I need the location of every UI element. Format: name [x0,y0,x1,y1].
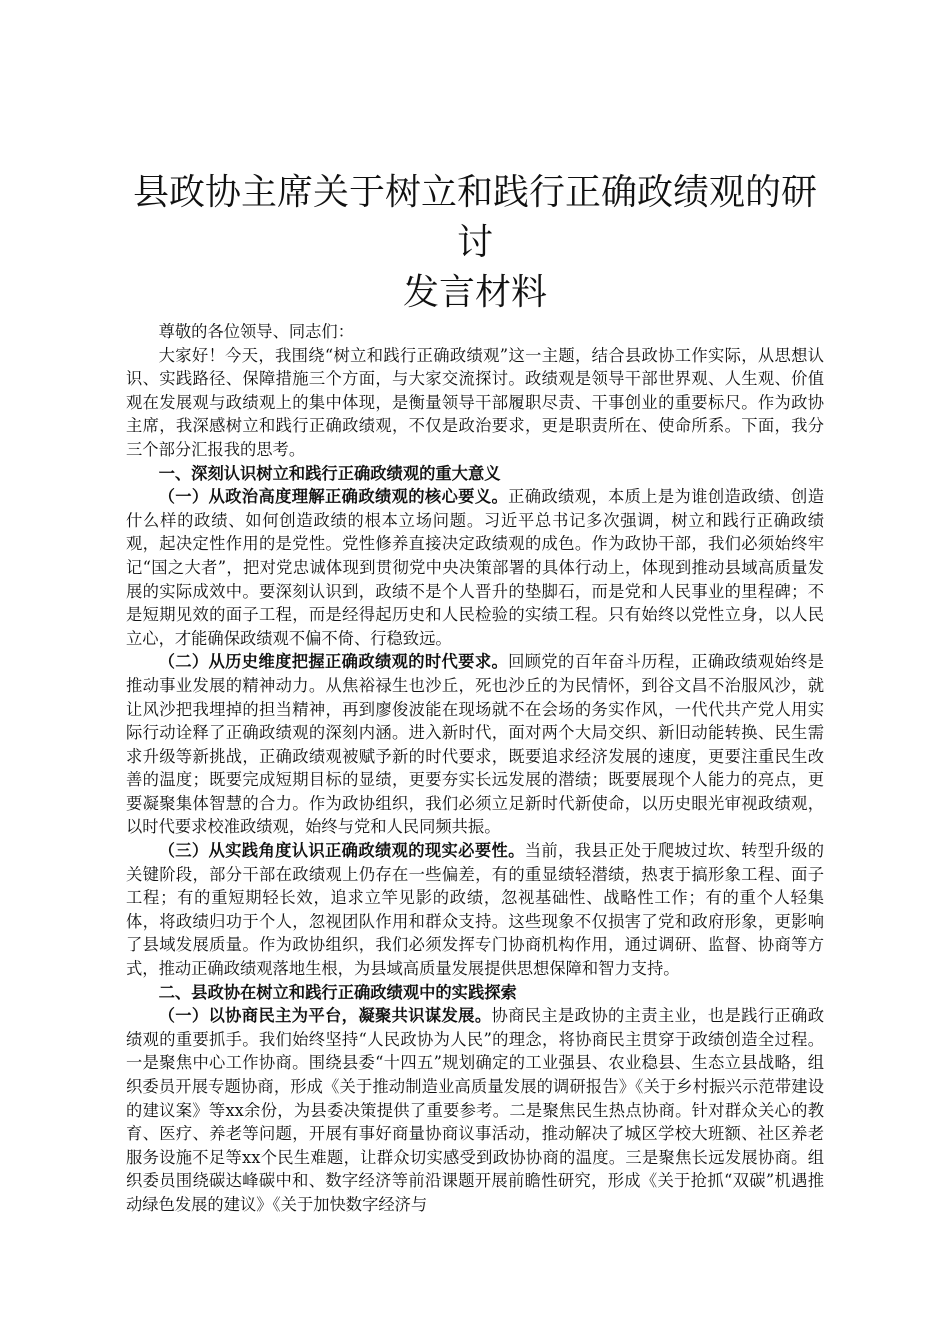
paragraph-lead: （三）从实践角度认识正确政绩观的现实必要性。 [158,841,525,861]
section-1-paragraph-3 [126,839,824,981]
section-1-paragraph-2 [126,650,824,839]
paragraph-text: 当前，我县正处于爬坡过坎、转型升级的关键阶段，部分干部在政绩观上仍存在一些偏差，有的重显绩轻潜绩，热衷于搞形象工程、面子工程；有的重短期轻长效，追求立竿见影的政绩，忽视基础性、战略性工作；有的重个人轻集体，将政绩归功于个人，忽视团队作用和群众支持。这些现象不仅损害了党和政府形象，更影响了县域发展质量。作为政协组织，我们必须发挥专门协商机构作用，通过调研、监督、协商等方式，推动正确政绩观落地生根，为县域高质量发展提供思想保障和智力支持。 [126,841,824,979]
document-page [126,168,824,1217]
paragraph-lead: （一）从政治高度理解正确政绩观的核心要义。 [158,487,509,507]
paragraph-text: 正确政绩观，本质上是为谁创造政绩、创造什么样的政绩、如何创造政绩的根本立场问题。习近平总书记多次强调，树立和践行正确政绩观，起决定性作用的是党性。党性修养直接决定政绩观的成色。作为政协干部，我们必须始终牢记“国之大者”，把对党忠诚体现到贯彻党中央决策部署的具体行动上，体现到推动县域高质量发展的实际成效中。要深刻认识到，政绩不是个人晋升的垫脚石，而是党和人民事业的里程碑；不是短期见效的面子工程，而是经得起历史和人民检验的实绩工程。只有始终以党性立身，以人民立心，才能确保政绩观不偏不倚、行稳致远。 [126,487,824,648]
paragraph-text: 回顾党的百年奋斗历程，正确政绩观始终是推动事业发展的精神动力。从焦裕禄生也沙丘，死也沙丘的为民情怀，到谷文昌不治服风沙，就让风沙把我埋掉的担当精神，再到廖俊波能在现场就不在会场的务实作风，一代代共产党人用实际行动诠释了正确政绩观的深刻内涵。进入新时代，面对两个大局交织、新旧动能转换、民生需求升级等新挑战，正确政绩观被赋予新的时代要求，既要追求经济发展的速度，更要注重民生改善的温度；既要完成短期目标的显绩，更要夯实长远发展的潜绩；既要展现个人能力的亮点，更要凝聚集体智慧的合力。作为政协组织，我们必须立足新时代新使命，以历史眼光审视政绩观，以时代要求校准政绩观，始终与党和人民同频共振。 [126,652,824,837]
section-1-paragraph-1 [126,485,824,650]
section-2-heading: 二、县政协在树立和践行正确政绩观中的实践探索 [158,982,517,1002]
document-title [126,168,824,318]
paragraph-lead: （一）以协商民主为平台，凝聚共识谋发展。 [158,1006,492,1026]
paragraph-lead: （二）从历史维度把握正确政绩观的时代要求。 [158,652,509,672]
section-2-paragraph-1 [126,1004,824,1216]
section-1-heading: 一、深刻认识树立和践行正确政绩观的重大意义 [158,463,501,483]
title-line-2: 发言材料 [402,272,547,313]
document-body [126,320,824,1217]
paragraph-text: 协商民主是政协的主责主业，也是践行正确政绩观的重要抓手。我们始终坚持“人民政协为人民”的理念，将协商民主贯穿于政绩创造全过程。一是聚焦中心工作协商。围绕县委“十四五”规划确定的工业强县、农业稳县、生态立县战略，组织委员开展专题协商，形成《关于推动制造业高质量发展的调研报告》《关于乡村振兴示范带建设的建议案》等xx余份，为县委决策提供了重要参考。二是聚焦民生热点协商。针对群众关心的教育、医疗、养老等问题，开展有事好商量协商议事活动，推动解决了城区学校大班额、社区养老服务设施不足等xx个民生难题，让群众切实感受到政协协商的温度。三是聚焦长远发展协商。组织委员围绕碳达峰碳中和、数字经济等前沿课题开展前瞻性研究，形成《关于抢抓“双碳”机遇推动绿色发展的建议》《关于加快数字经济与 [126,1006,824,1214]
intro-paragraph: 大家好！今天，我围绕“树立和践行正确政绩观”这一主题，结合县政协工作实际，从思想认识、实践路径、保障措施三个方面，与大家交流探讨。政绩观是领导干部世界观、人生观、价值观在发展观与政绩观上的集中体现，是衡量领导干部履职尽责、干事创业的重要标尺。作为政协主席，我深感树立和践行正确政绩观，不仅是政治要求，更是职责所在、使命所系。下面，我分三个部分汇报我的思考。 [126,345,824,459]
salutation: 尊敬的各位领导、同志们： [158,322,354,341]
title-line-1: 县政协主席关于树立和践行正确政绩观的研讨 [132,172,817,263]
